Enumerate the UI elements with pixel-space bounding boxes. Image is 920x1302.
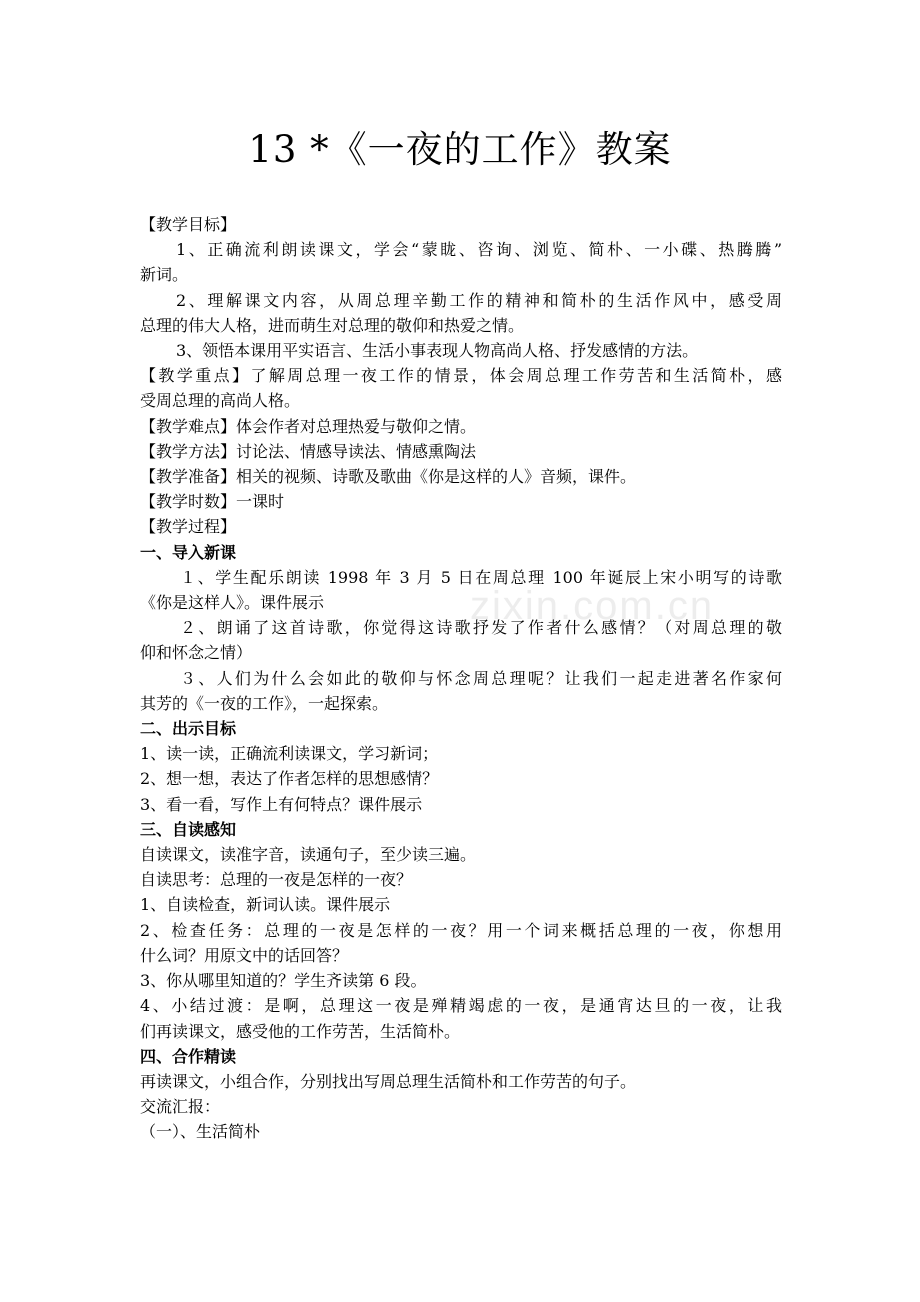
process-label: 【教学过程】 (140, 517, 237, 537)
section-3-line-6-cont: 们再读课文，感受他的工作劳苦，生活简朴。 (140, 1021, 461, 1041)
section-4-line-3: （一）、生活简朴 (140, 1122, 261, 1142)
section-3-line-1: 自读课文，读准字音，读通句子，至少读三遍。 (140, 845, 477, 865)
section-2-item-1: 1、读一读，正确流利读课文，学习新词； (140, 744, 439, 764)
methods-label: 【教学方法】 (140, 441, 237, 461)
section-1-heading: 一、导入新课 (140, 542, 237, 562)
methods (140, 439, 782, 464)
key-points (140, 363, 782, 388)
hours (140, 489, 782, 514)
section-2-item-3: 3、看一看，写作上有何特点？课件展示 (140, 794, 423, 814)
section-1-item-2: ２、朗诵了这首诗歌，你觉得这诗歌抒发了作者什么感情？（对周总理的敬 (180, 618, 782, 638)
methods-text: 讨论法、情感导读法、情感熏陶法 (236, 441, 477, 461)
key-points-text: 了解周总理一夜工作的情景，体会周总理工作劳苦和生活简朴，感 (250, 366, 782, 386)
key-points-label: 【教学重点】 (140, 366, 251, 386)
section-1-item-1: １、学生配乐朗读 1998 年 3 月 5 日在周总理 100 年诞辰上宋小明写的诗歌 (180, 567, 782, 587)
section-3-line-2: 自读思考：总理的一夜是怎样的一夜？ (140, 870, 413, 890)
section-3-line-4: 2、检查任务：总理的一夜是怎样的一夜？用一个词来概括总理的一夜，你想用 (140, 920, 782, 940)
key-points-cont: 受周总理的高尚人格。 (140, 391, 301, 411)
section-3-line-3: 1、自读检查，新词认读。课件展示 (140, 895, 391, 915)
hours-label: 【教学时数】 (140, 492, 237, 512)
section-3-line-6: 4、小结过渡：是啊，总理这一夜是殚精竭虑的一夜，是通宵达旦的一夜，让我 (140, 996, 782, 1016)
section-1-item-1-cont: 《你是这样人》。课件展示 (140, 593, 325, 613)
lesson-plan-body (140, 212, 782, 1145)
difficulty (140, 414, 782, 439)
section-1-item-2-cont: 仰和怀念之情） (140, 643, 253, 663)
preparation-label: 【教学准备】 (140, 467, 237, 487)
objective-2-cont: 总理的伟大人格，进而萌生对总理的敬仰和热爱之情。 (140, 315, 525, 335)
objective-1: 1、正确流利朗读课文，学会“蒙眬、咨询、浏览、简朴、一小碟、热腾腾” (176, 240, 782, 260)
section-3-heading: 三、自读感知 (140, 819, 237, 839)
objectives-label: 【教学目标】 (140, 215, 237, 234)
preparation (140, 464, 782, 489)
section-2-item-2: 2、想一想，表达了作者怎样的思想感情？ (140, 769, 439, 789)
objective-2: 2、理解课文内容，从周总理辛勤工作的精神和简朴的生活作风中，感受周 (176, 290, 782, 310)
document-title: 13 *《一夜的工作》教案 (248, 128, 672, 171)
section-1-item-3: ３、人们为什么会如此的敬仰与怀念周总理呢？让我们一起走进著名作家何 (180, 668, 782, 688)
watermark: zixin.com.cn (470, 584, 715, 628)
section-3-line-5: 3、你从哪里知道的？学生齐读第 6 段。 (140, 971, 427, 991)
section-2-heading: 二、出示目标 (140, 719, 237, 739)
difficulty-label: 【教学难点】 (140, 416, 237, 436)
objective-3: 3、领悟本课用平实语言、生活小事表现人物高尚人格、抒发感情的方法。 (176, 341, 699, 361)
section-4-heading: 四、合作精读 (140, 1046, 237, 1066)
preparation-text: 相关的视频、诗歌及歌曲《你是这样的人》音频，课件。 (236, 467, 637, 487)
objective-1-cont: 新词。 (140, 265, 189, 285)
section-3-line-4-cont: 什么词？用原文中的话回答？ (140, 945, 349, 965)
difficulty-text: 体会作者对总理热爱与敬仰之情。 (236, 416, 477, 436)
section-4-line-1: 再读课文，小组合作，分别找出写周总理生活简朴和工作劳苦的句子。 (140, 1071, 637, 1091)
hours-text: 一课时 (236, 492, 285, 512)
section-1-item-3-cont: 其芳的《一夜的工作》，一起探索。 (140, 693, 389, 713)
section-4-line-2: 交流汇报： (140, 1097, 221, 1117)
